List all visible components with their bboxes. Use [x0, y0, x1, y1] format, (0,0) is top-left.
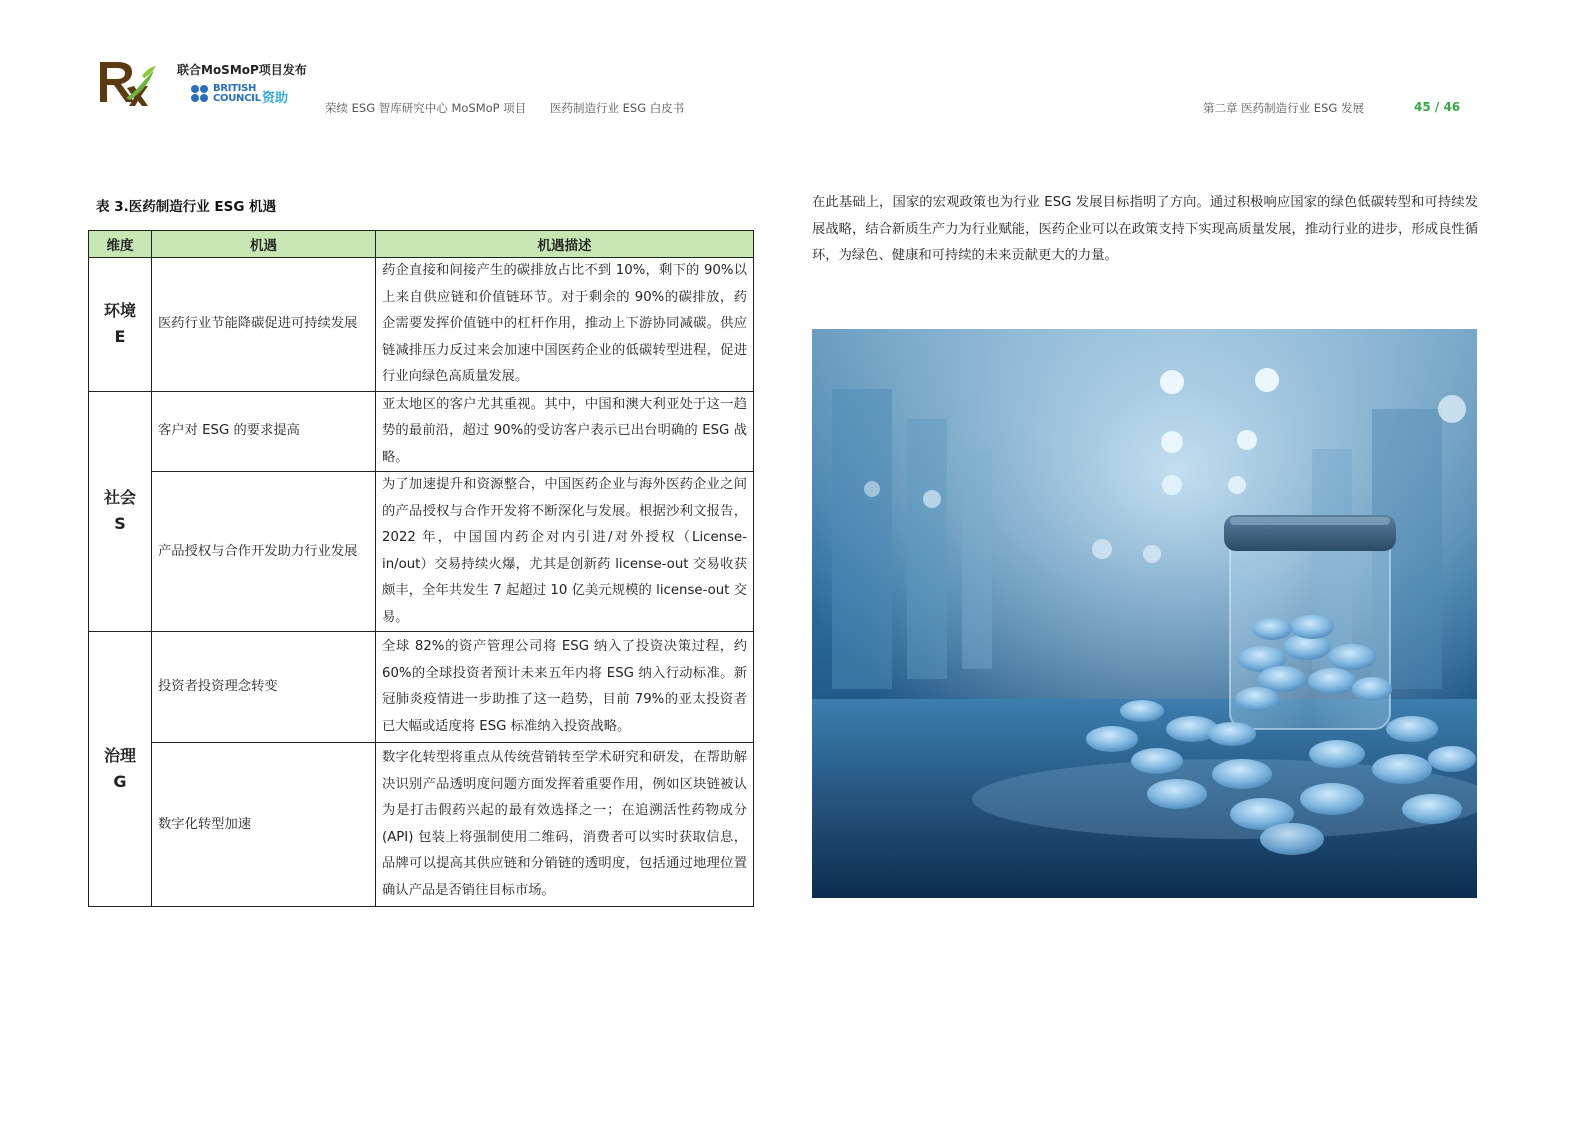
dimension-cell-social: 社会 S [89, 391, 152, 632]
table-row [89, 258, 754, 392]
page-number: 45 / 46 [1414, 100, 1461, 114]
table-row [89, 472, 754, 632]
description-cell: 数字化转型将重点从传统营销转至学术研究和研发，在帮助解决识别产品透明度问题方面发挥着重要作用，例如区块链被认为是打击假药兴起的最有效选择之一；在追溯活性药物成分 (API) 包装上将强制使用二维码，消费者可以实时获取信息，品牌可以提高其供应链和分销链的透明度，包括通过地理位置确认产品是否销往目标市场。 [376, 743, 754, 907]
funding-label: 资助 [262, 91, 289, 106]
description-cell: 全球 82%的资产管理公司将 ESG 纳入了投资决策过程，约 60%的全球投资者预计未来五年内将 ESG 纳入行动标准。新冠肺炎疫情进一步助推了这一趋势，目前 79%的亚太投资者已大幅或适度将 ESG 标准纳入投资战略。 [376, 632, 754, 743]
pills-jar-photo [812, 329, 1477, 898]
dimension-cell-environment: 环境 E [89, 258, 152, 392]
header-description: 机遇描述 [376, 231, 754, 258]
research-center-label: 荣续 ESG 智库研究中心 MoSMoP 项目 [325, 101, 527, 115]
publisher-title: 联合MoSMoP项目发布 [177, 63, 307, 77]
description-cell: 为了加速提升和资源整合，中国医药企业与海外医药企业之间的产品授权与合作开发将不断深化与发展。根据沙利文报告，2022 年，中国国内药企对内引进/对外授权（License-in/out）交易持续火爆，尤其是创新药 license-out 交易收获颇丰，全年共发生 7 起超过 10 亿美元规模的 license-out 交易。 [376, 472, 754, 632]
header-opportunity: 机遇 [152, 231, 376, 258]
chapter-title: 第二章 医药制造行业 ESG 发展 [1203, 101, 1364, 115]
description-cell: 亚太地区的客户尤其重视。其中，中国和澳大利亚处于这一趋势的最前沿，超过 90%的受访客户表示已出台明确的 ESG 战略。 [376, 391, 754, 472]
table-row [89, 743, 754, 907]
table-header-row [89, 231, 754, 258]
table-row [89, 391, 754, 472]
table-row [89, 632, 754, 743]
british-council-wordmark: BRITISH COUNCIL [213, 83, 261, 104]
table-caption: 表 3.医药制造行业 ESG 机遇 [96, 199, 277, 215]
header-dimension: 维度 [89, 231, 152, 258]
description-cell: 药企直接和间接产生的碳排放占比不到 10%，剩下的 90%以上来自供应链和价值链环节。对于剩余的 90%的碳排放，药企需要发挥价值链中的杠杆作用，推动上下游协同减碳。供应链减排压力反过来会加速中国医药企业的低碳转型进程，促进行业向绿色高质量发展。 [376, 258, 754, 392]
opportunity-cell: 医药行业节能降碳促进可持续发展 [152, 258, 376, 392]
esg-opportunity-table [88, 230, 754, 907]
opportunity-cell: 数字化转型加速 [152, 743, 376, 907]
opportunity-cell: 客户对 ESG 的要求提高 [152, 391, 376, 472]
intro-paragraph: 在此基础上，国家的宏观政策也为行业 ESG 发展目标指明了方向。通过积极响应国家的绿色低碳转型和可持续发展战略，结合新质生产力为行业赋能，医药企业可以在政策支持下实现高质量发展，推动行业的进步，形成良性循环，为绿色、健康和可持续的未来贡献更大的力量。 [812, 195, 1478, 263]
rx-logo-icon [96, 58, 158, 110]
opportunity-cell: 投资者投资理念转变 [152, 632, 376, 743]
document-title: 医药制造行业 ESG 白皮书 [550, 101, 685, 115]
opportunity-cell: 产品授权与合作开发助力行业发展 [152, 472, 376, 632]
dimension-cell-governance: 治理 G [89, 632, 152, 907]
british-council-logo-icon [190, 84, 210, 104]
